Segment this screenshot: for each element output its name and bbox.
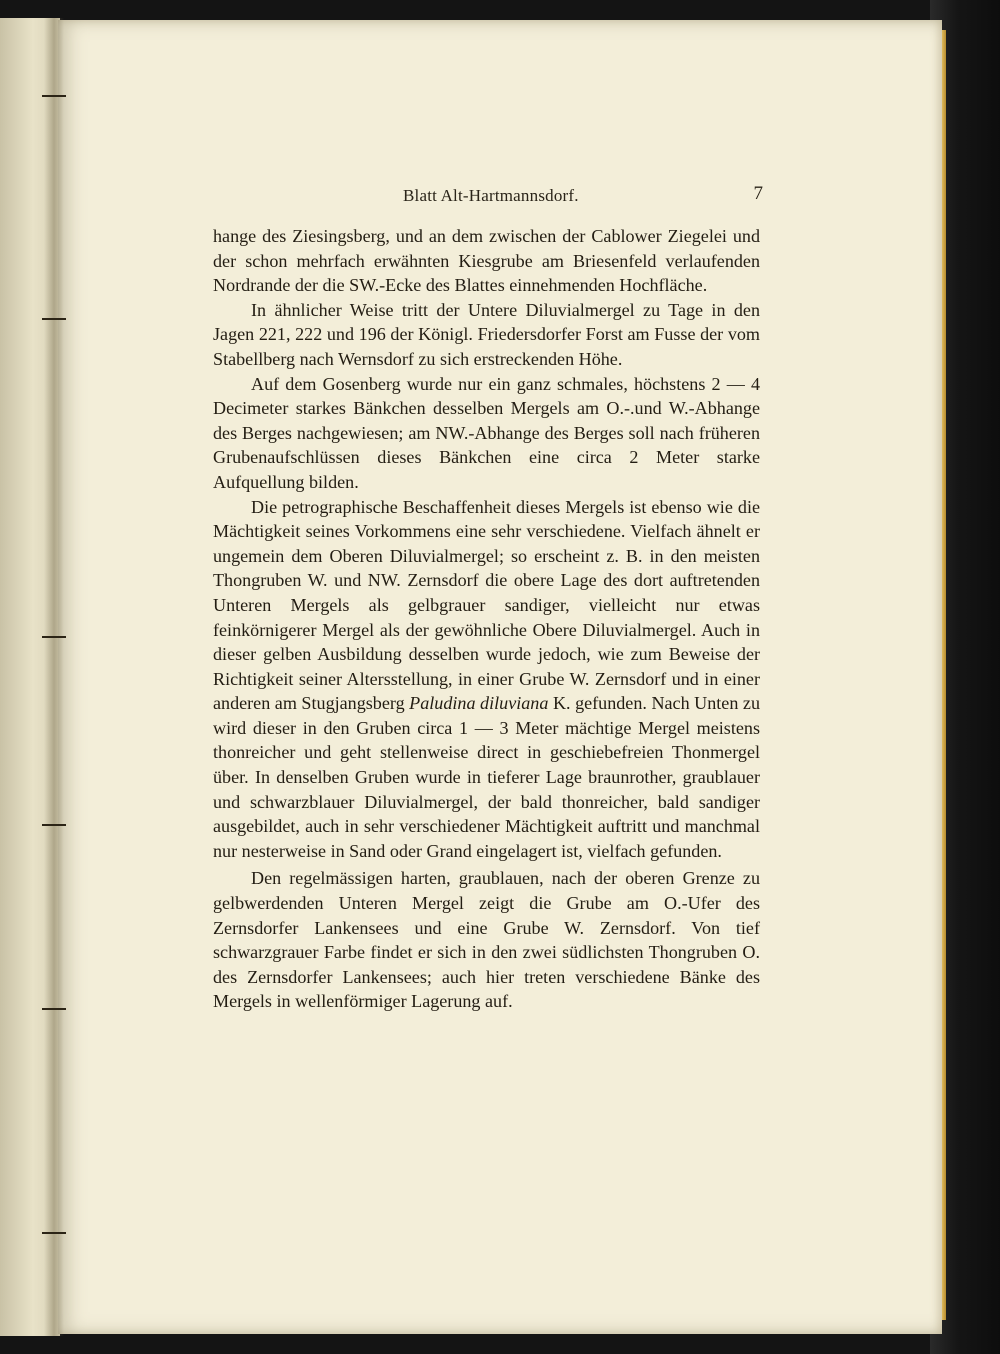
binding-stitch	[42, 1232, 66, 1234]
paragraph-2: In ähnlicher Weise tritt der Untere Diluvialmergel zu Tage in den Jagen 221, 222 und 196 der Königl. Friedersdorfer Forst am Fusse der vom Stabellberg nach Wernsdorf zu sich erstreckenden Höhe.	[213, 299, 760, 369]
paragraph-4-part-1: Die petrographische Beschaffenheit dieses Mergels ist ebenso wie die Mächtigkeit seines Vorkommens eine sehr verschiedene. Vielfach ähnelt er ungemein dem Oberen Diluvialmergel; so erscheint z. B. in den meisten Thongruben W. und NW. Zernsdorf die obere Lage des dort auftretenden Unteren Mergels als gelbgrauer sandiger, vielleicht nur etwas feinkörnigerer Mergel als der gewöhnliche Obere Diluvialmergel. Auch in dieser gelben Ausbildung desselben wurde jedoch, wie zum Beweise der Richtigkeit seiner Altersstellung, in einer Grube W. Zernsdorf und in einer anderen am Stugjangsberg	[213, 496, 760, 714]
binding-stitch	[42, 1008, 66, 1010]
binding-stitch	[42, 824, 66, 826]
page-number: 7	[753, 183, 763, 204]
paragraph-5: Den regelmässigen harten, graublauen, nach der oberen Grenze zu gelbwerdenden Unteren Mergel zeigt die Grube am O.-Ufer des Zernsdorfer Lankensees und eine Grube W. Zernsdorf. Von tief schwarzgrauer Farbe findet er sich in den zwei südlichsten Thongruben O. des Zernsdorfer Lankensees; auch hier treten verschiedene Bänke des Mergels in wellenförmiger Lagerung auf.	[213, 868, 760, 1012]
running-title: Blatt Alt-Hartmannsdorf.	[403, 186, 579, 205]
binding-gutter	[44, 18, 64, 1336]
binding-stitch	[42, 318, 66, 320]
binding-stitch	[42, 636, 66, 638]
paragraph-3: Auf dem Gosenberg wurde nur ein ganz schmales, höchstens 2 — 4 Decimeter starkes Bänkchen desselben Mergels am O.-.und W.-Abhange des Berges nachgewiesen; am NW.-Abhange des Berges soll nach früheren Grubenaufschlüssen dieses Bänkchen eine circa 2 Meter starke Aufquellung bilden.	[213, 373, 760, 492]
paragraph-1: hange des Ziesingsberg, und an dem zwischen der Cablower Ziegelei und der schon mehrfach erwähnten Kiesgrube am Briesenfeld verlaufenden Nordrande der die SW.-Ecke des Blattes einnehmenden Hochfläche.	[213, 226, 760, 296]
binding-stitch	[42, 95, 66, 97]
species-name: Paludina diluviana	[409, 693, 549, 714]
paragraph-4-part-2: K. gefunden. Nach Unten zu wird dieser in den Gruben circa 1 — 3 Meter mächtige Mergel meistens thonreicher und geht stellenweise direct in geschiebefreien Thonmergel über. In denselben Gruben wurde in tieferer Lage braunrother, graublauer und schwarzblauer Diluvialmergel, der bald thonreicher, bald sandiger ausgebildet, auch in sehr verschiedener Mächtigkeit auftritt und manchmal nur nesterweise in Sand oder Grand eingelagert ist, vielfach gefunden.	[213, 693, 760, 861]
paragraph-4	[213, 495, 760, 864]
body-text	[213, 224, 760, 1014]
